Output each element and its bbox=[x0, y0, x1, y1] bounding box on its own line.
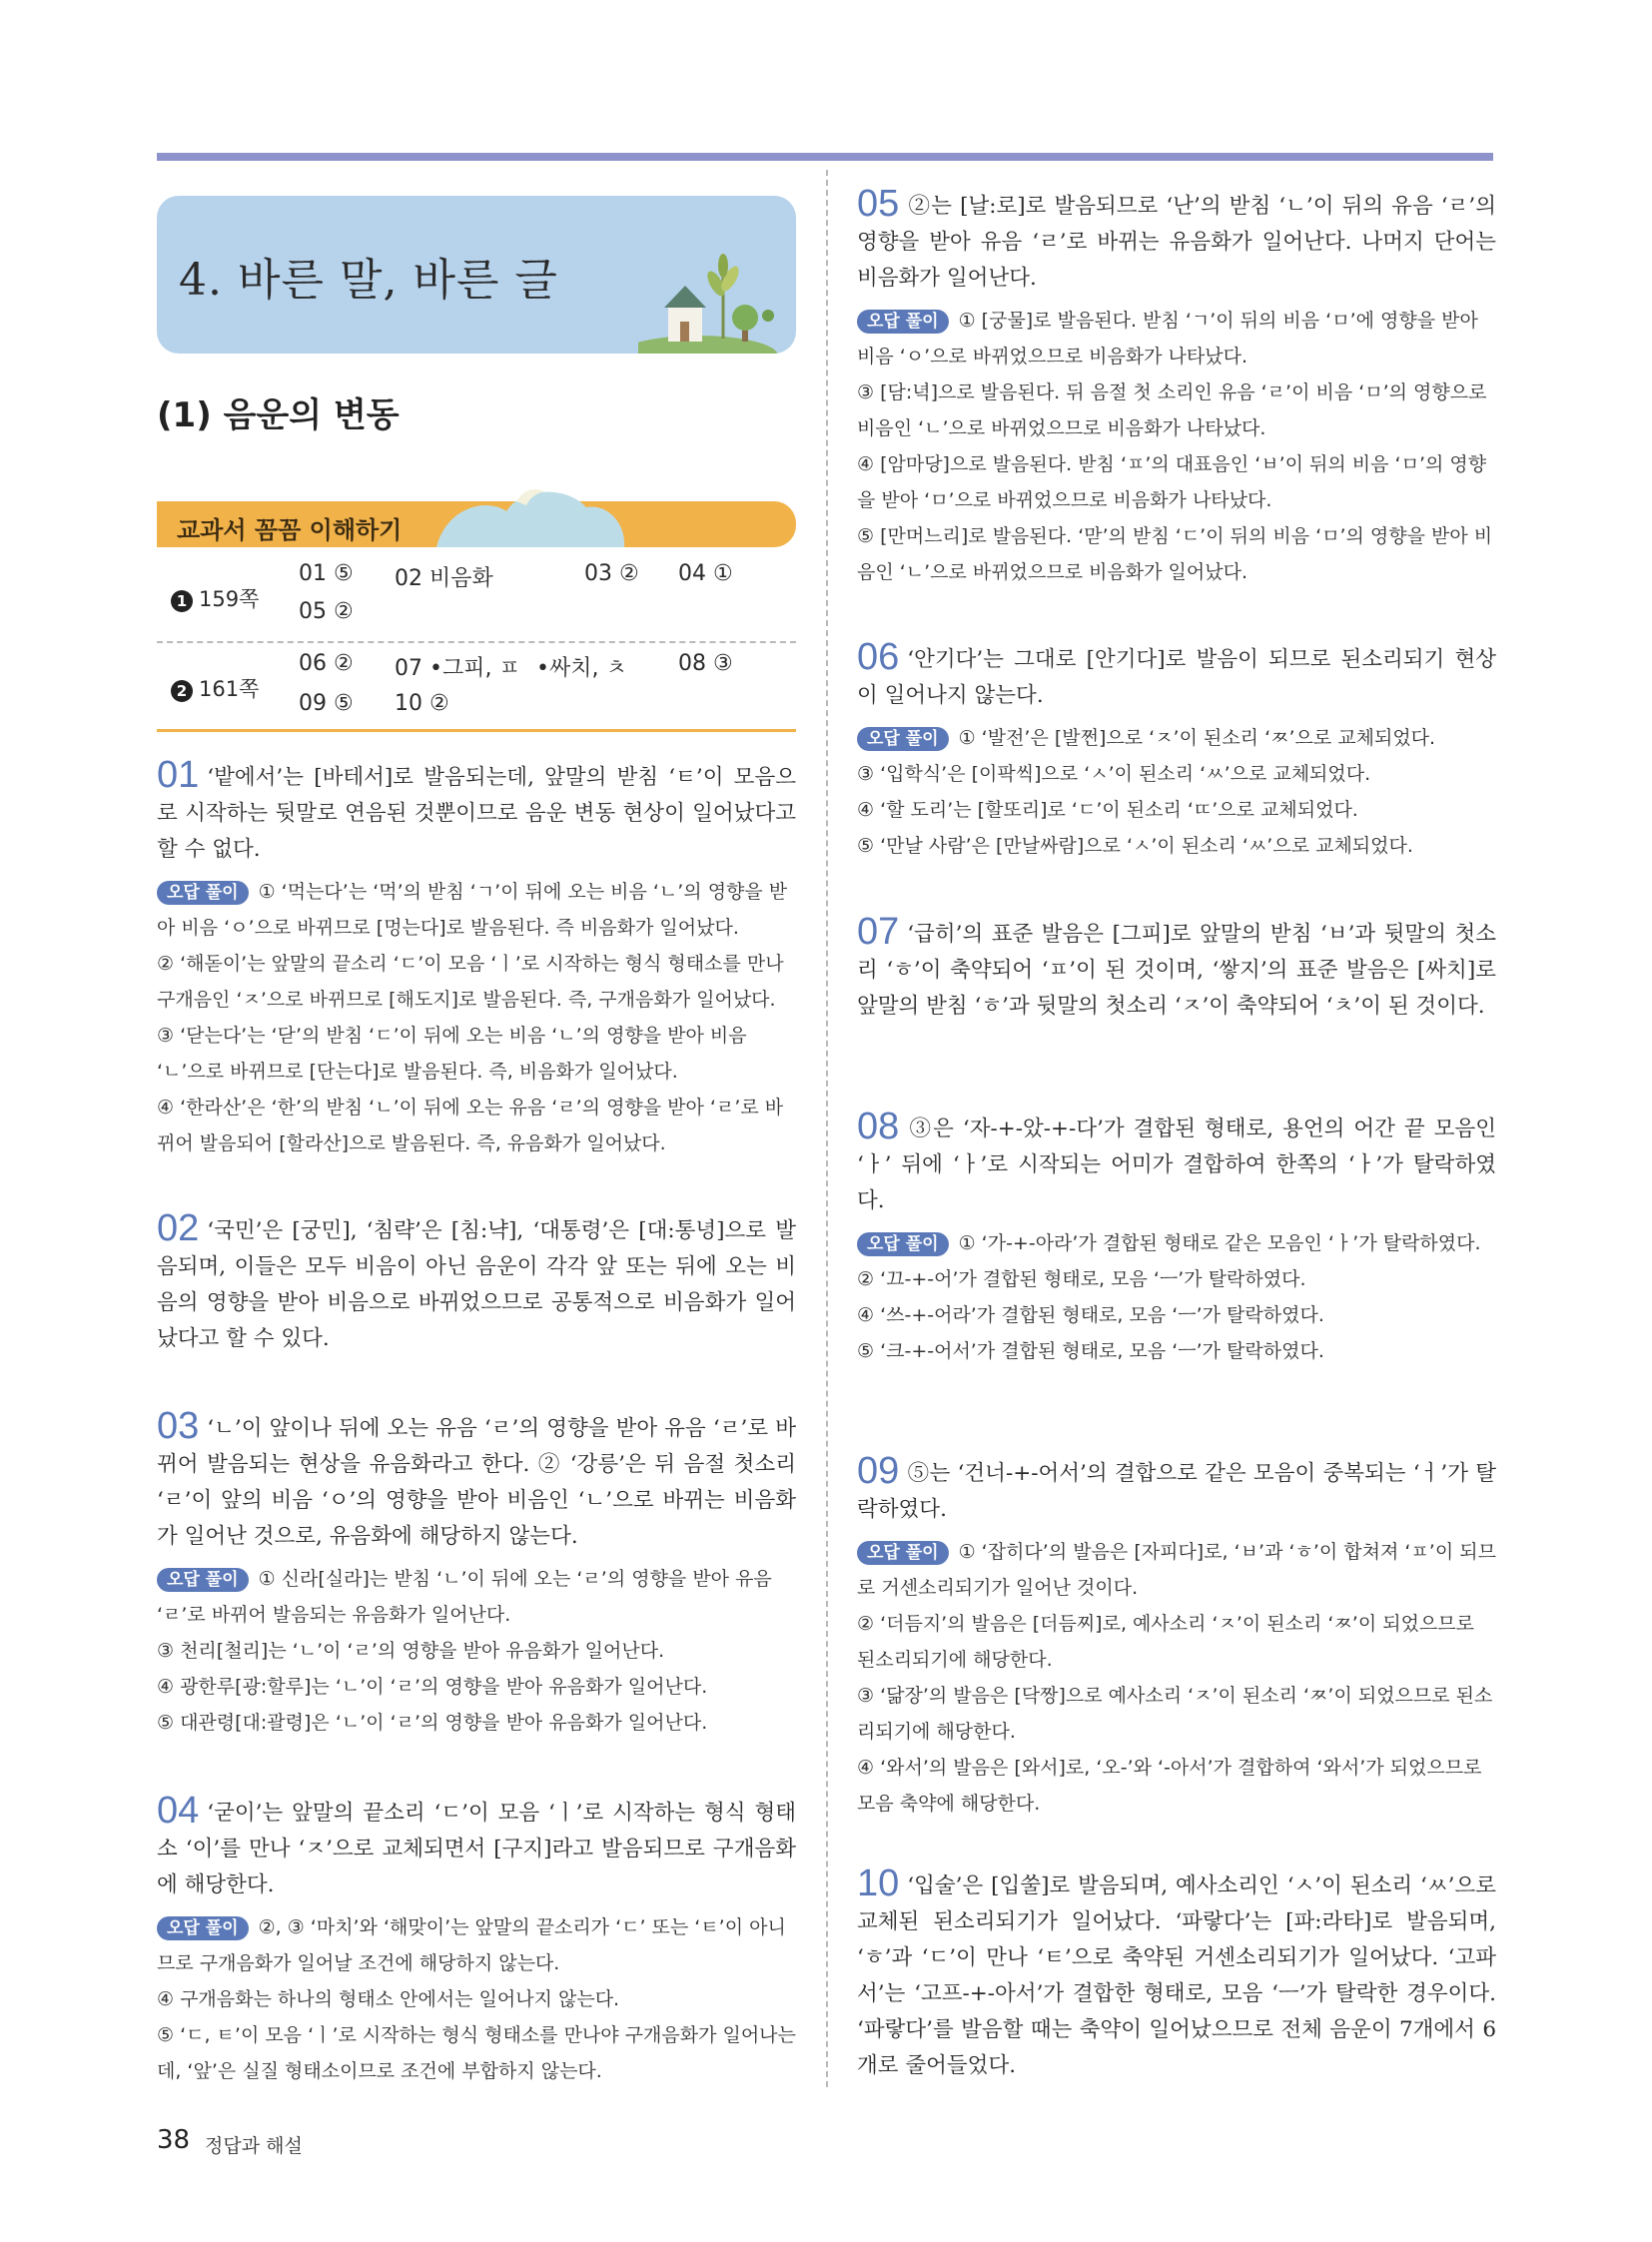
note-text: ② ‘더듬지’의 발음은 [더듬찌]로, 예사소리 ‘ㅈ’이 된소리 ‘ㅉ’이 되었으므로 된소리되기에 해당한다. bbox=[857, 1613, 1475, 1671]
note-text: ① ‘발전’은 [발쩐]으로 ‘ㅈ’이 된소리 ‘ㅉ’으로 교체되었다. bbox=[958, 727, 1436, 749]
answer-text: ‘ㄴ’이 앞이나 뒤에 오는 유음 ‘ㄹ’의 영향을 받아 유음 ‘ㄹ’로 바뀌어 발음되는 현상을 유음화라고 한다. ② ‘강릉’은 뒤 음절 첫소리 ‘ㄹ’이 앞의 비음 ‘ㅇ’의 영향을 받아 비음인 ‘ㄴ’으로 바뀌는 비음화가 일어난 것으로, 유음화에 해당하지 않는다. bbox=[157, 1416, 796, 1549]
wrong-answer-badge: 오답 풀이 bbox=[157, 881, 249, 905]
note-text: ④ ‘할 도리’는 [할또리]로 ‘ㄷ’이 된소리 ‘ㄸ’으로 교체되었다. bbox=[857, 799, 1358, 821]
answer-text: ‘안기다’는 그대로 [안기다]로 발음이 되므로 된소리되기 현상이 일어나지 않는다. bbox=[857, 647, 1496, 708]
note-text: ③ ‘입학식’은 [이팍씩]으로 ‘ㅅ’이 된소리 ‘ㅆ’으로 교체되었다. bbox=[857, 763, 1371, 785]
note-text: ① ‘가-+-아라’가 결합된 형태로 같은 모음인 ‘ㅏ’가 탈락하였다. bbox=[958, 1232, 1481, 1254]
answer-text: ⑤는 ‘건너-+-어서’의 결합으로 같은 모음이 중복되는 ‘ㅓ’가 탈락하였다. bbox=[857, 1461, 1496, 1522]
note-text: ②, ③ ‘마치’와 ‘해맞이’는 앞말의 끝소리가 ‘ㄷ’ 또는 ‘ㅌ’이 아니므로 구개음화가 일어날 조건에 해당하지 않는다. bbox=[157, 1916, 786, 1974]
note-text: ③ ‘닫는다’는 ‘닫’의 받침 ‘ㄷ’이 뒤에 오는 비음 ‘ㄴ’의 영향을 받아 비음 ‘ㄴ’으로 바뀌므로 [단는다]로 발음된다. 즉, 비음화가 일어났다. bbox=[157, 1025, 747, 1083]
question-number: 07 bbox=[857, 911, 900, 953]
wrong-answer-badge: 오답 풀이 bbox=[857, 727, 949, 751]
question-number: 08 bbox=[857, 1106, 900, 1147]
answer-08 bbox=[857, 1106, 1496, 1369]
wrong-answer-notes bbox=[857, 303, 1496, 590]
note-text: ④ 광한루[광:할루]는 ‘ㄴ’이 ‘ㄹ’의 영향을 받아 유음화가 일어난다. bbox=[157, 1676, 708, 1698]
table-header-label: 교과서 꼼꼼 이해하기 bbox=[177, 516, 403, 544]
answer-cell: 03 ② bbox=[584, 561, 639, 586]
note-text: ⑤ ‘ㄷ, ㅌ’이 모음 ‘ㅣ’로 시작하는 형식 형태소를 만나야 구개음화가 일어나는데, ‘앞’은 실질 형태소이므로 조건에 부합하지 않는다. bbox=[157, 2024, 796, 2082]
answer-10 bbox=[857, 1863, 1496, 2084]
column-divider bbox=[826, 170, 828, 2087]
answer-03 bbox=[157, 1405, 796, 1741]
section-title: (1) 음운의 변동 bbox=[157, 395, 400, 435]
wrong-answer-badge: 오답 풀이 bbox=[857, 1232, 949, 1256]
answer-text: ‘급히’의 표준 발음은 [그피]로 앞말의 받침 ‘ㅂ’과 뒷말의 첫소리 ‘ㅎ’이 축약되어 ‘ㅍ’이 된 것이며, ‘쌓지’의 표준 발음은 [싸치]로 앞말의 받침 ‘ㅎ’과 뒷말의 첫소리 ‘ㅈ’이 축약되어 ‘ㅊ’이 된 것이다. bbox=[857, 922, 1496, 1019]
answer-cell: 04 ① bbox=[678, 561, 733, 586]
table-row-2 bbox=[157, 649, 796, 729]
question-number: 06 bbox=[857, 636, 900, 678]
answer-05 bbox=[857, 183, 1496, 590]
chapter-banner bbox=[157, 196, 796, 354]
wrong-answer-badge: 오답 풀이 bbox=[857, 310, 949, 334]
answer-cell: 01 ⑤ bbox=[299, 561, 354, 586]
wrong-answer-notes bbox=[857, 1225, 1496, 1369]
question-number: 01 bbox=[157, 754, 200, 796]
wrong-answer-notes bbox=[157, 1909, 796, 2089]
answer-text: ‘밭에서’는 [바테서]로 발음되는데, 앞말의 받침 ‘ㅌ’이 모음으로 시작하는 뒷말로 연음된 것뿐이므로 음운 변동 현상이 일어났다고 할 수 없다. bbox=[157, 765, 796, 862]
page-number: 38 bbox=[157, 2125, 191, 2155]
answer-09 bbox=[857, 1450, 1496, 1822]
answer-cell: 06 ② bbox=[299, 651, 354, 676]
wrong-answer-notes bbox=[157, 1561, 796, 1741]
answer-04 bbox=[157, 1790, 796, 2089]
note-text: ⑤ 대관령[대:괄령]은 ‘ㄴ’이 ‘ㄹ’의 영향을 받아 유음화가 일어난다. bbox=[157, 1712, 708, 1734]
chapter-title: 4. 바른 말, 바른 글 bbox=[179, 255, 558, 306]
question-number: 04 bbox=[157, 1790, 200, 1832]
answer-06 bbox=[857, 636, 1496, 864]
answer-text: ‘굳이’는 앞말의 끝소리 ‘ㄷ’이 모음 ‘ㅣ’로 시작하는 형식 형태소 ‘이’를 만나 ‘ㅈ’으로 교체되면서 [구지]라고 발음되므로 구개음화에 해당한다. bbox=[157, 1801, 796, 1897]
answer-cell: 09 ⑤ bbox=[299, 691, 354, 716]
answer-07 bbox=[857, 911, 1496, 1025]
answer-text: ‘입술’은 [입쑬]로 발음되며, 예사소리인 ‘ㅅ’이 된소리 ‘ㅆ’으로 교체된 된소리되기가 일어났다. ‘파랗다’는 [파:라타]로 발음되며, ‘ㅎ’과 ‘ㄷ’이 만나 ‘ㅌ’으로 축약된 거센소리되기가 일어났다. ‘고파서’는 ‘고프-+-아서’가 결합한 형태로, 모음 ‘ㅡ’가 탈락한 경우이다. ‘파랗다’를 발음할 때는 축약이 일어났으므로 전체 음운이 7개에서 6개로 줄어들었다. bbox=[857, 1873, 1496, 2078]
wrong-answer-notes bbox=[857, 720, 1496, 864]
wrong-answer-notes bbox=[857, 1534, 1496, 1822]
note-text: ② ‘해돋이’는 앞말의 끝소리 ‘ㄷ’이 모음 ‘ㅣ’로 시작하는 형식 형태소를 만나 구개음인 ‘ㅈ’으로 바뀌므로 [해도지]로 발음된다. 즉, 구개음화가 일어났다. bbox=[157, 953, 784, 1011]
answer-text: ②는 [날:로]로 발음되므로 ‘난’의 받침 ‘ㄴ’이 뒤의 유음 ‘ㄹ’의 영향을 받아 유음 ‘ㄹ’로 바뀌는 유음화가 일어난다. 나머지 단어는 비음화가 일어난다. bbox=[857, 194, 1496, 291]
question-number: 09 bbox=[857, 1450, 900, 1492]
note-text: ④ ‘한라산’은 ‘한’의 받침 ‘ㄴ’이 뒤에 오는 유음 ‘ㄹ’의 영향을 받아 ‘ㄹ’로 바뀌어 발음되어 [할라산]으로 발음된다. 즉, 유음화가 일어났다. bbox=[157, 1097, 784, 1154]
note-text: ③ ‘닮장’의 발음은 [닥짱]으로 예사소리 ‘ㅈ’이 된소리 ‘ㅉ’이 되었으므로 된소리되기에 해당한다. bbox=[857, 1685, 1493, 1743]
note-text: ② ‘끄-+-어’가 결합된 형태로, 모음 ‘ㅡ’가 탈락하였다. bbox=[857, 1268, 1306, 1290]
note-text: ① 신라[실라]는 받침 ‘ㄴ’이 뒤에 오는 ‘ㄹ’의 영향을 받아 유음 ‘ㄹ’로 바뀌어 발음되는 유음화가 일어난다. bbox=[157, 1568, 772, 1626]
page-badge-2: 2 bbox=[171, 680, 193, 702]
table-row-1 bbox=[157, 559, 796, 635]
note-text: ④ ‘쓰-+-어라’가 결합된 형태로, 모음 ‘ㅡ’가 탈락하였다. bbox=[857, 1304, 1324, 1326]
note-text: ③ [담:녁]으로 발음된다. 뒤 음절 첫 소리인 유음 ‘ㄹ’이 비음 ‘ㅁ’의 영향으로 비음인 ‘ㄴ’으로 바뀌었으므로 비음화가 나타났다. bbox=[857, 381, 1487, 439]
note-text: ⑤ ‘만날 사람’은 [만날싸람]으로 ‘ㅅ’이 된소리 ‘ㅆ’으로 교체되었다. bbox=[857, 835, 1413, 857]
top-rule bbox=[157, 153, 1493, 161]
wrong-answer-notes bbox=[157, 874, 796, 1161]
answer-cell: 02 비음화 bbox=[395, 566, 493, 591]
wrong-answer-badge: 오답 풀이 bbox=[857, 1541, 949, 1565]
table-row-divider bbox=[157, 641, 796, 643]
answer-cell: 05 ② bbox=[299, 599, 354, 624]
page-label-1: 159쪽 bbox=[199, 587, 260, 611]
table-bottom-rule bbox=[157, 729, 796, 732]
answer-text: ‘국민’은 [궁민], ‘침략’은 [침:냑], ‘대통령’은 [대:통녕]으로 발음되며, 이들은 모두 비음이 아닌 음운이 각각 앞 또는 뒤에 오는 비음의 영향을 받아 비음으로 바뀌었으므로 공통적으로 비음화가 일어났다고 할 수 있다. bbox=[157, 1218, 796, 1351]
house-plant-illustration bbox=[638, 244, 778, 354]
page-label-2: 161쪽 bbox=[199, 677, 260, 701]
answer-cell: •싸치, ㅊ bbox=[536, 656, 627, 681]
answer-cell: 08 ③ bbox=[678, 651, 733, 676]
cloud-bird-decoration bbox=[426, 467, 626, 547]
note-text: ④ ‘와서’의 발음은 [와서]로, ‘오-’와 ‘-아서’가 결합하여 ‘와서’가 되었으므로 모음 축약에 해당한다. bbox=[857, 1757, 1482, 1815]
note-text: ⑤ [만머느리]로 발음된다. ‘맏’의 받침 ‘ㄷ’이 뒤의 비음 ‘ㅁ’의 영향을 받아 비음인 ‘ㄴ’으로 바뀌었으므로 비음화가 일어났다. bbox=[857, 525, 1493, 583]
answer-text: ③은 ‘자-+-았-+-다’가 결합된 형태로, 용언의 어간 끝 모음인 ‘ㅏ’ 뒤에 ‘ㅏ’로 시작되는 어미가 결합하여 한쪽의 ‘ㅏ’가 탈락하였다. bbox=[857, 1117, 1496, 1213]
note-text: ⑤ ‘크-+-어서’가 결합된 형태로, 모음 ‘ㅡ’가 탈락하였다. bbox=[857, 1340, 1324, 1362]
answer-01 bbox=[157, 754, 796, 1161]
question-number: 02 bbox=[157, 1207, 200, 1249]
note-text: ④ [암마당]으로 발음된다. 받침 ‘ㅍ’의 대표음인 ‘ㅂ’이 뒤의 비음 ‘ㅁ’의 영향을 받아 ‘ㅁ’으로 바뀌었으므로 비음화가 나타났다. bbox=[857, 453, 1487, 511]
table-header-bar bbox=[157, 501, 796, 547]
page-badge-1: 1 bbox=[171, 590, 193, 612]
question-number: 10 bbox=[857, 1863, 900, 1904]
note-text: ④ 구개음화는 하나의 형태소 안에서는 일어나지 않는다. bbox=[157, 1988, 620, 2010]
answer-02 bbox=[157, 1207, 796, 1357]
note-text: ③ 천리[철리]는 ‘ㄴ’이 ‘ㄹ’의 영향을 받아 유음화가 일어난다. bbox=[157, 1640, 665, 1662]
note-text: ① [궁물]로 발음된다. 받침 ‘ㄱ’이 뒤의 비음 ‘ㅁ’에 영향을 받아 비음 ‘ㅇ’으로 바뀌었으므로 비음화가 나타났다. bbox=[857, 310, 1478, 368]
question-number: 03 bbox=[157, 1405, 200, 1447]
wrong-answer-badge: 오답 풀이 bbox=[157, 1568, 249, 1592]
note-text: ① ‘잡히다’의 발음은 [자피다]로, ‘ㅂ’과 ‘ㅎ’이 합쳐져 ‘ㅍ’이 되므로 거센소리되기가 일어난 것이다. bbox=[857, 1541, 1496, 1599]
answer-cell: 07 •그피, ㅍ bbox=[395, 656, 520, 681]
question-number: 05 bbox=[857, 183, 900, 225]
note-text: ① ‘먹는다’는 ‘먹’의 받침 ‘ㄱ’이 뒤에 오는 비음 ‘ㄴ’의 영향을 받아 비음 ‘ㅇ’으로 바뀌므로 [멍는다]로 발음된다. 즉 비음화가 일어났다. bbox=[157, 881, 788, 939]
wrong-answer-badge: 오답 풀이 bbox=[157, 1916, 249, 1940]
footer-label: 정답과 해설 bbox=[205, 2135, 303, 2157]
answer-cell: 10 ② bbox=[395, 691, 449, 716]
